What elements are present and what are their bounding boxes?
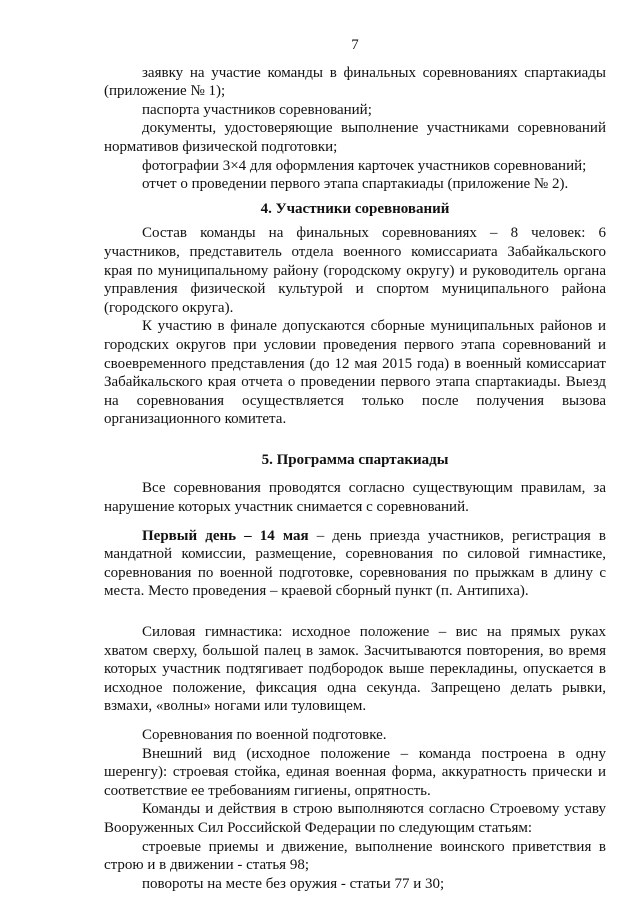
- commands-paragraph: Команды и действия в строю выполняются согласно Строевому уставу Вооруженных Сил Российской Федерации по следующим статьям:: [104, 801, 606, 836]
- first-day-label: Первый день – 14 мая: [142, 527, 309, 544]
- military-training-heading: Соревнования по военной подготовке.: [142, 727, 387, 743]
- section-4-paragraph-2: К участию в финале допускаются сборные муниципальных районов и городских округов при условии проведения первого этапа соревнований и своевременного представления (до 12 мая 2015 года) в военный комиссариат Забайкальского края отчета о проведении первого этапа спартакиады. Выезд на соревнования осуществляется только после получения вызова организационного комитета.: [104, 318, 606, 428]
- drill-paragraph: строевые приемы и движение, выполнение воинского приветствия в строю и в движении - статья 98;: [104, 838, 606, 874]
- section-5-heading: 5. Программа спартакиады: [261, 451, 449, 468]
- first-day-text: – день приезда участников, регистрация в мандатной комиссии, размещение, соревнования по силовой гимнастике, соревнования по военной подготовке, соревнования по прыжкам в длину с места. Место проведения – краевой сборный пункт (п. Антипиха).: [104, 527, 606, 600]
- list-item: заявку на участие команды в финальных соревнованиях спартакиады (приложение № 1);: [104, 64, 606, 100]
- list-item: отчет о проведении первого этапа спартакиады (приложение № 2).: [142, 176, 569, 193]
- list-item: документы, удостоверяющие выполнение участниками соревнований нормативов физической подготовки;: [104, 120, 606, 155]
- turns-paragraph: повороты на месте без оружия - статьи 77 и 30;: [142, 875, 445, 892]
- list-item: паспорта участников соревнований;: [142, 101, 372, 118]
- list-item: фотографии 3×4 для оформления карточек участников соревнований;: [142, 157, 587, 174]
- gymnastics-paragraph: Силовая гимнастика: исходное положение – вис на прямых руках хватом сверху, большой палец в замок. Засчитываются повторения, во время которых участник подтягивает подбородок выше перекладины, опускается в исходное положение, фиксация одна секунда. Запрещено делать рывки, взмахи, «волны» ногами или туловищем.: [104, 624, 606, 715]
- first-day-paragraph: [104, 527, 606, 601]
- appearance-paragraph: Внешний вид (исходное положение – команда построена в одну шеренгу): строевая стойка, единая военная форма, аккуратность прически и соответствие ее требованиям гигиены, опрятность.: [104, 745, 606, 799]
- section-4-paragraph-1: Состав команды на финальных соревнованиях – 8 человек: 6 участников, представитель отдела военного комиссариата Забайкальского края по муниципальному району (городскому округу) и руководитель органа управления физической культурой и спортом муниципального района (городского округа).: [104, 225, 606, 316]
- page-number: 7: [351, 37, 359, 53]
- section-5-intro: Все соревнования проводятся согласно существующим правилам, за нарушение которых участник снимается с соревнований.: [104, 480, 606, 516]
- section-4-heading: 4. Участники соревнований: [260, 200, 450, 217]
